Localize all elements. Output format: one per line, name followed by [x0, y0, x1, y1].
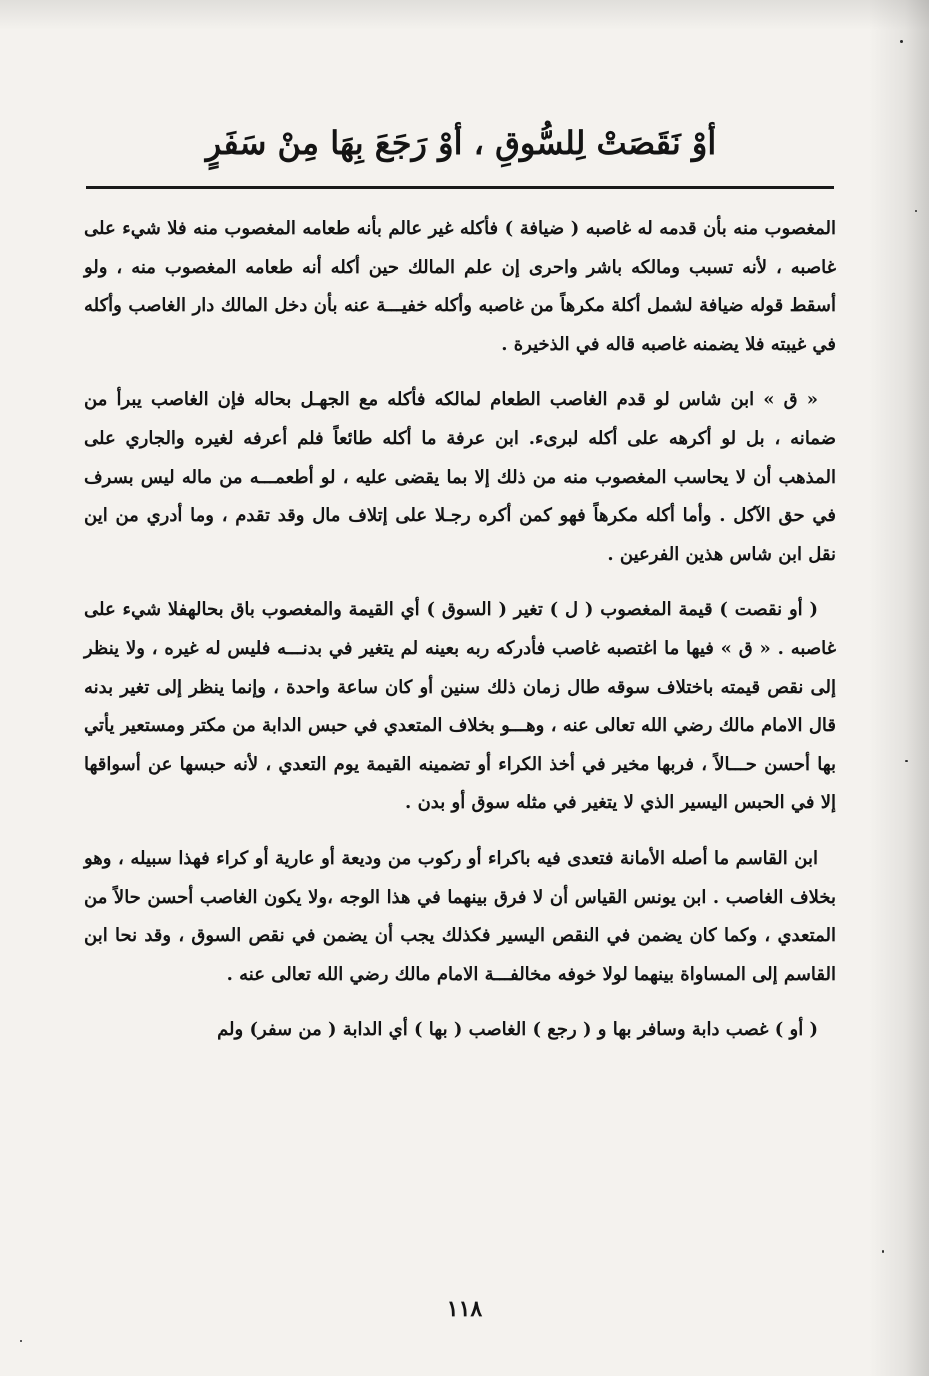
scan-speck — [900, 40, 903, 43]
paragraph-4: ابن القاسم ما أصله الأمانة فتعدى فيه باكراء أو ركوب من وديعة أو عارية أو كراء فهذا سبيله ، وهو بخلاف الغاصب . ابن يونس القياس أن لا فرق بينهما في هذا الوجه ،ولا يكون الغاصب أحسن حالاً من المتعدي ، وكما كان يضمن في النقص اليسير فكذلك يجب أن يضمن في نقص السوق ، وقد نحا ابن القاسم إلى المساواة بينهما لولا خوفه مخالفـــة الامام مالك رضي الله تعالى عنه . — [84, 847, 836, 985]
scan-speck — [905, 760, 908, 762]
page-number: ١١٨ — [446, 1296, 483, 1322]
header-divider — [86, 186, 834, 189]
paragraph-5: ( أو ) غصب دابة وسافر بها و ( رجع ) الغاصب ( بها ) أي الدابة ( من سفر) ولم — [217, 1019, 818, 1041]
scan-edge-shade — [869, 0, 929, 1376]
page-header-title: أوْ نَقَصَتْ لِلسُّوقِ ، أوْ رَجَعَ بِهَا مِنْ سَفَرٍ — [205, 124, 717, 162]
scan-speck — [915, 210, 917, 212]
paragraph-1: المغصوب منه بأن قدمه له غاصبه ( ضيافة ) فأكله غير عالم بأنه طعامه المغصوب منه فلا شيء على غاصبه ، لأنه تسبب ومالكه باشر واحرى إن علم المالك حين أكله أنه طعامه المغصوب منه ، ولو أسقط قوله ضيافة لشمل أكلة مكرهاً من غاصبه وأكله خفيـــة عنه بأن دخل المالك دار الغاصب وأكله في غيبته فلا يضمنه غاصبه قاله في الذخيرة . — [84, 218, 836, 355]
paragraph-2: « ق » ابن شاس لو قدم الغاصب الطعام لمالكه فأكله مع الجهـل بحاله فإن الغاصب يبرأ من ضمانه ، بل لو أكرهه على أكله لبرىء. ابن عرفة ما أكله طائعاً فلم أعرفه لغيره والجاري على المذهب أن لا يحاسب المغصوب منه من ذلك إلا بما يقضى عليه ، لو أطعمـــه من ماله ليس بسرف في حق الآكل . وأما أكله مكرهاً فهو كمن أكره رجـلا على إتلاف مال وقد تقدم ، وما أدري من اين نقل ابن شاس هذين الفرعين . — [84, 389, 836, 565]
body-text — [84, 210, 836, 1067]
scan-top-shade — [0, 0, 929, 30]
scan-speck — [20, 1340, 22, 1342]
paragraph-3: ( أو نقصت ) قيمة المغصوب ( ل ) تغير ( السوق ) أي القيمة والمغصوب باق بحالهفلا شيء على غاصبه . « ق » فيها ما اغتصبه غاصب فأدركه ربه بعينه لم يتغير في بدنـــه فليس له غيره ، ولا ينظر إلى نقص قيمته باختلاف سوقه طال زمان ذلك سنين أو كان ساعة واحدة ، وإنما ينظر إلى تغير بدنه قال الامام مالك رضي الله تعالى عنه ، وهـــو بخلاف المتعدي في حبس الدابة من مكتر ومستعير يأتي بها أحسن حـــالاً ، فربها مخير في أخذ الكراء أو تضمينه القيمة يوم التعدي ، لأنه حبسها عن أسواقها إلا في الحبس اليسير الذي لا يتغير في مثله سوق أو بدن . — [84, 599, 836, 814]
scan-speck — [882, 1250, 884, 1253]
